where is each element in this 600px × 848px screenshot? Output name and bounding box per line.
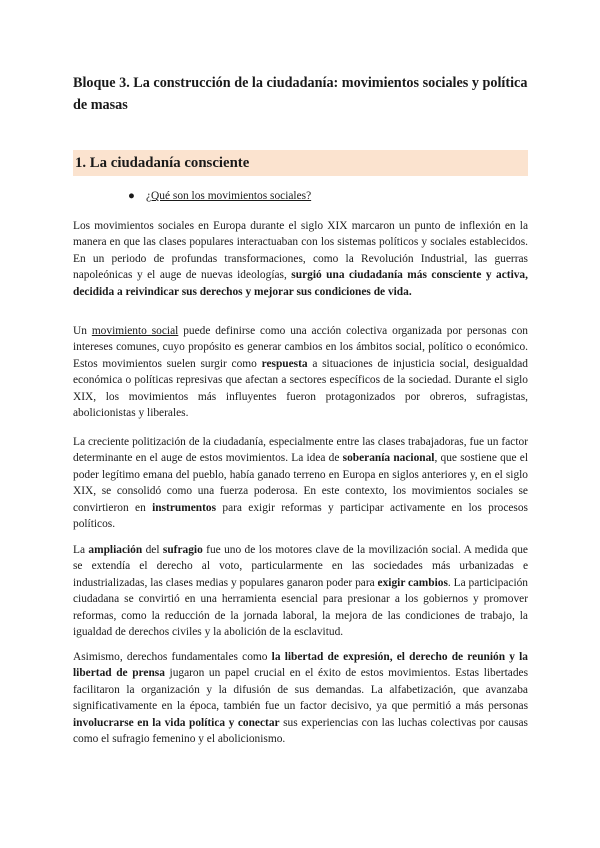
- section-heading: [73, 150, 528, 176]
- paragraph-text: puede definirse como una acción colectiva organizada por personas con intereses comunes, cuyo propósito es generar cambios en los ámbitos social, político o económico. Estos movimientos suelen surgir como: [73, 325, 529, 370]
- paragraph-text: . La participación ciudadana se convirtió en una herramienta esencial para presionar a los gobiernos y promover reformas, como la reducción de la jornada laboral, la mejora de las condiciones de trabajo, la igualdad de derechos civiles y la abolición de la esclavitud.: [73, 576, 528, 639]
- bullet-text: ¿Qué son los movimientos sociales?: [146, 190, 312, 202]
- bold-text: exigir cambios: [377, 576, 448, 589]
- paragraph-text: del: [142, 544, 163, 556]
- bold-text: soberanía nacional: [342, 452, 435, 465]
- paragraph-2: [73, 323, 528, 421]
- underlined-term: movimiento social: [91, 325, 179, 337]
- paragraph-text: Los movimientos sociales en Europa durante el siglo XIX marcaron un punto de inflexión en la manera en que las clases populares interactuaban con los sistemas políticos y sociales establecidos. En un periodo de profundas transformaciones, como la Revolución Industrial, las guerras napoleónicas y el auge de nuevas ideologías,: [73, 220, 528, 282]
- paragraph-text: La creciente politización de la ciudadanía, especialmente entre las clases trabajadoras, fue un factor determinante en el auge de estos movimientos. La idea de: [73, 436, 528, 465]
- section-heading-text: 1. La ciudadanía consciente: [75, 155, 250, 171]
- paragraph-text: para exigir reformas y participar activamente en los procesos políticos.: [73, 501, 528, 531]
- paragraph-text: a situaciones de injusticia social, desigualdad económica o políticas represivas que afectan a sectores específicos de la sociedad. Durante el siglo XIX, los movimientos más influyentes fueron protagonizados por obreros, sufragistas, abolicionistas y liberales.: [73, 357, 528, 420]
- paragraph-5: [73, 649, 528, 747]
- bold-text: sufragio: [162, 544, 203, 556]
- bold-text: involucrarse en la vida política y conectar: [73, 716, 280, 729]
- paragraph-text: fue uno de los motores clave de la movilización social. A medida que se extendía el derecho al voto, particularmente en las sociedades más urbanizadas e industrializadas, las clases medias y populares ganaron poder para: [73, 544, 528, 589]
- bullet-icon: ●: [128, 190, 135, 202]
- paragraph-text: sus experiencias con las luchas colectivas por causas como el sufragio femenino y el abolicionismo.: [73, 716, 528, 746]
- paragraph-text: La: [73, 544, 89, 556]
- bold-text: ampliación: [88, 544, 143, 556]
- document-title: Bloque 3. La construcción de la ciudadanía: movimientos sociales y política de masas: [73, 75, 528, 113]
- paragraph-text: Asimismo, derechos fundamentales como: [73, 651, 272, 663]
- bold-text: respuesta: [261, 357, 308, 370]
- bullet-item: [128, 187, 311, 205]
- paragraph-3: [73, 434, 528, 532]
- paragraph-text: jugaron un papel crucial en el éxito de estos movimientos. Estas libertades facilitaron la organización y la difusión de sus demandas. La alfabetización, que avanzaba significativamente en la época, también fue un factor decisivo, ya que permitió a más personas: [73, 667, 528, 713]
- paragraph-4: [73, 542, 528, 640]
- paragraph-text: Un: [73, 325, 92, 337]
- bold-text: la libertad de expresión, el derecho de reunión y la libertad de prensa: [73, 651, 529, 680]
- bold-text: surgió una ciudadanía más consciente y activa, decidida a reivindicar sus derechos y mejorar sus condiciones de vida.: [73, 269, 528, 298]
- paragraph-1: [73, 218, 528, 300]
- paragraph-text: , que sostiene que el poder legítimo emana del pueblo, había ganado terreno en Europa en siglos anteriores y, en el siglo XIX, se consolidó como una fuerza poderosa. En este contexto, los movimientos sociales se convirtieron en: [73, 452, 528, 514]
- bold-text: instrumentos: [152, 501, 217, 514]
